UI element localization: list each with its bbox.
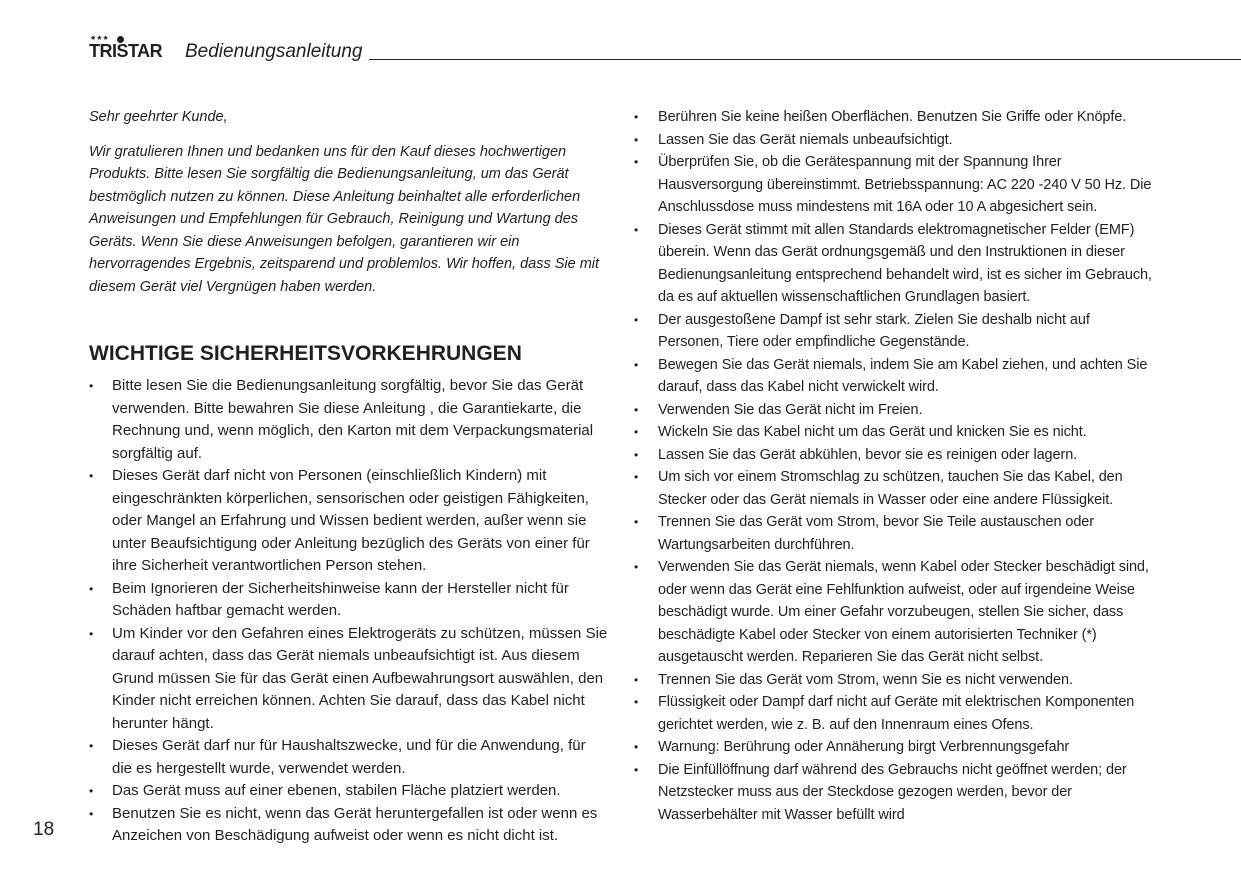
list-item: • Warnung: Berührung oder Annäherung birgt Verbrennungsgefahr <box>634 736 1156 759</box>
list-item: • Lassen Sie das Gerät niemals unbeaufsichtigt. <box>634 129 1156 152</box>
list-item: • Lassen Sie das Gerät abkühlen, bevor sie es reinigen oder lagern. <box>634 444 1156 467</box>
list-item: • Beim Ignorieren der Sicherheitshinweise kann der Hersteller nicht für Schäden haftbar gemacht werden. <box>89 578 609 623</box>
list-item: • Um sich vor einem Stromschlag zu schützen, tauchen Sie das Kabel, den Stecker oder das Gerät niemals in Wasser oder eine andere Flüssigkeit. <box>634 466 1156 511</box>
list-item: • Wickeln Sie das Kabel nicht um das Gerät und knicken Sie es nicht. <box>634 421 1156 444</box>
left-column <box>89 106 609 848</box>
list-item: • Bewegen Sie das Gerät niemals, indem Sie am Kabel ziehen, und achten Sie darauf, dass das Kabel nicht verwickelt wird. <box>634 354 1156 399</box>
safety-list-right <box>634 106 1156 826</box>
list-item: • Dieses Gerät stimmt mit allen Standards elektromagnetischer Felder (EMF) überein. Wenn das Gerät ordnungsgemäß und den Instruktionen in dieser Bedienungsanleitung entsprechend behandelt wird, ist es sicher im Gebrauch, da es auf aktuellen wissenschaftlichen Grundlagen basiert. <box>634 219 1156 309</box>
brand-name: TRISTAR <box>89 41 163 61</box>
list-item: • Bitte lesen Sie die Bedienungsanleitung sorgfältig, bevor Sie das Gerät verwenden. Bitte bewahren Sie diese Anleitung , die Garantiekarte, die Rechnung und, wenn möglich, den Karton mit dem Verpackungsmaterial sorgfältig auf. <box>89 375 609 465</box>
list-item: • Trennen Sie das Gerät vom Strom, bevor Sie Teile austauschen oder Wartungsarbeiten durchführen. <box>634 511 1156 556</box>
list-item: • Benutzen Sie es nicht, wenn das Gerät heruntergefallen ist oder wenn es Anzeichen von Beschädigung aufweist oder wenn es nicht dicht ist. <box>89 803 609 848</box>
section-heading: WICHTIGE SICHERHEITSVORKEHRUNGEN <box>89 342 522 365</box>
list-item: • Um Kinder vor den Gefahren eines Elektrogeräts zu schützen, müssen Sie darauf achten, dass das Gerät niemals unbeaufsichtigt ist. Aus diesem Grund müssen Sie für das Gerät einen Aufbewahrungsort auswählen, den Kinder nicht erreichen können. Achten Sie darauf, dass das Kabel nicht herunter hängt. <box>89 623 609 736</box>
right-column <box>634 106 1156 826</box>
list-item: • Der ausgestoßene Dampf ist sehr stark. Zielen Sie deshalb nicht auf Personen, Tiere oder empfindliche Gegenstände. <box>634 309 1156 354</box>
salutation: Sehr geehrter Kunde, <box>89 109 228 125</box>
list-item: • Überprüfen Sie, ob die Gerätespannung mit der Spannung Ihrer Hausversorgung übereinstimmt. Betriebsspannung: AC 220 -240 V 50 Hz. Die Anschlussdose muss mindestens mit 16A oder 10 A abgesichert sein. <box>634 151 1156 219</box>
list-item: • Dieses Gerät darf nicht von Personen (einschließlich Kindern) mit eingeschränkten körperlichen, sensorischen oder geistigen Fähigkeiten, oder Mangel an Erfahrung und Wissen bedient werden, außer wenn sie unter Beaufsichtigung oder Anleitung bezüglich des Geräts von einer für ihre Sicherheit verantwortlichen Person stehen. <box>89 465 609 578</box>
list-item: • Dieses Gerät darf nur für Haushaltszwecke, und für die Anwendung, für die es hergestellt wurde, verwendet werden. <box>89 735 609 780</box>
list-item: • Verwenden Sie das Gerät niemals, wenn Kabel oder Stecker beschädigt sind, oder wenn das Gerät eine Fehlfunktion aufweist, oder auf irgendeine Weise beschädigt wurde. Um einer Gefahr vorzubeugen, stellen Sie sicher, dass beschädigte Kabel oder Stecker von einem autorisierten Techniker (*) ausgetauscht werden. Reparieren Sie das Gerät nicht selbst. <box>634 556 1156 669</box>
header-divider <box>369 59 1241 60</box>
list-item: • Verwenden Sie das Gerät nicht im Freien. <box>634 399 1156 422</box>
tristar-logo <box>89 34 181 60</box>
page-header <box>89 34 1241 64</box>
list-item: • Berühren Sie keine heißen Oberflächen. Benutzen Sie Griffe oder Knöpfe. <box>634 106 1156 129</box>
logo-stars: ★★★ <box>90 35 109 42</box>
page-number: 18 <box>33 819 55 840</box>
list-item: • Trennen Sie das Gerät vom Strom, wenn Sie es nicht verwenden. <box>634 669 1156 692</box>
list-item: • Flüssigkeit oder Dampf darf nicht auf Geräte mit elektrischen Komponenten gerichtet werden, wie z. B. auf den Innenraum eines Ofens. <box>634 691 1156 736</box>
intro-paragraph: Wir gratulieren Ihnen und bedanken uns für den Kauf dieses hochwertigen Produkts. Bitte lesen Sie sorgfältig die Bedienungsanleitung, um das Gerät bestmöglich nutzen zu können. Diese Anleitung beinhaltet alle erforderlichen Anweisungen und Empfehlungen für Gebrauch, Reinigung und Wartung des Geräts. Wenn Sie diese Anweisungen befolgen, garantieren wir ein hervorragendes Ergebnis, zeitsparend und problemlos. Wir hoffen, dass Sie mit diesem Gerät viel Vergnügen haben werden. <box>89 143 600 295</box>
list-item: • Die Einfüllöffnung darf während des Gebrauchs nicht geöffnet werden; der Netzstecker muss aus der Steckdose gezogen werden, bevor der Wasserbehälter mit Wasser befüllt wird <box>634 759 1156 827</box>
document-title: Bedienungsanleitung <box>185 41 363 62</box>
safety-list-left <box>89 375 609 848</box>
list-item: • Das Gerät muss auf einer ebenen, stabilen Fläche platziert werden. <box>89 780 609 803</box>
